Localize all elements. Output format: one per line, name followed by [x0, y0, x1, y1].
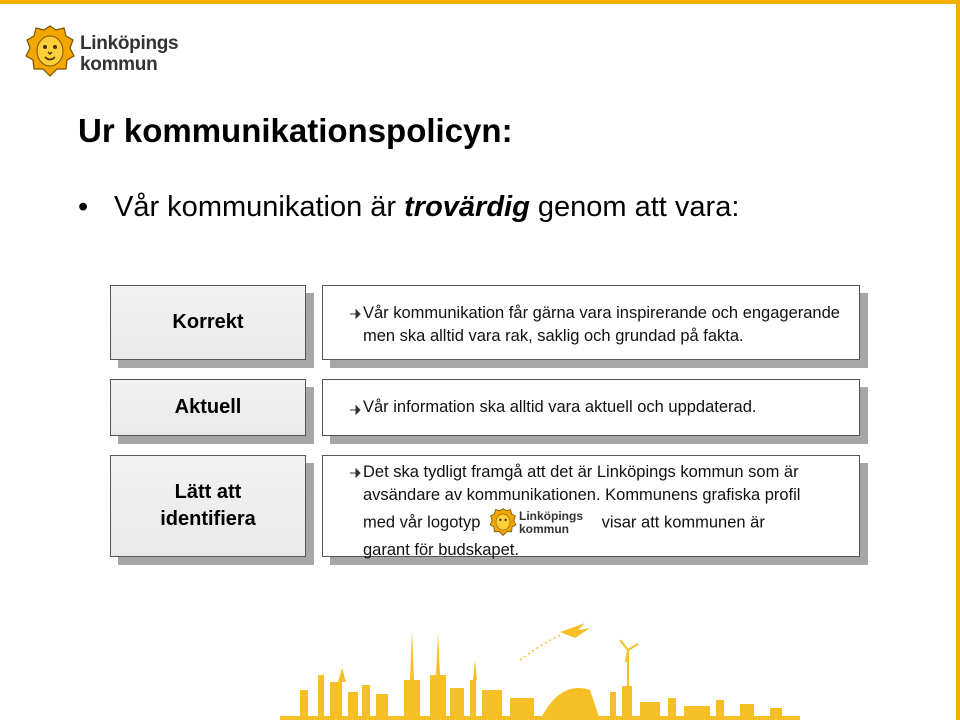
intro-emphasis: trovärdig — [404, 191, 530, 223]
bullet-dot: • — [78, 191, 89, 223]
logo-text-line1: Linköpings — [80, 33, 179, 54]
lion-head-icon — [24, 24, 76, 78]
text-identifiera — [363, 461, 813, 562]
intro-after: genom att vara: — [537, 191, 740, 223]
label-box-identifiera — [110, 455, 306, 557]
arrow-bullet-icon — [349, 404, 361, 416]
label-box-korrekt — [110, 285, 306, 360]
text-box-korrekt — [322, 285, 860, 360]
city-skyline-illustration — [0, 620, 960, 720]
label-identifiera-line2: identifiera — [160, 508, 256, 530]
logo-text-line2: kommun — [80, 54, 158, 75]
text-box-aktuell — [322, 379, 860, 436]
linkoping-logo — [24, 24, 184, 80]
text-identifiera-before: Det ska tydligt framgå att det är Linköpings kommun som är avsändare av kommunikationen. Kommunens grafiska profil med vår logotyp — [363, 463, 801, 532]
text-box-identifiera — [322, 455, 860, 557]
label-aktuell: Aktuell — [174, 396, 242, 418]
lion-head-icon — [489, 507, 517, 537]
inline-logo-line2: kommun — [519, 522, 570, 536]
text-korrekt: Vår kommunikation får gärna vara inspirerande och engagerande men ska alltid vara rak, saklig och grundad på fakta. — [363, 304, 840, 345]
intro-before: Vår kommunikation är — [114, 191, 397, 223]
label-korrekt: Korrekt — [172, 311, 244, 333]
label-identifiera-line1: Lätt att — [174, 481, 242, 503]
intro-bullet — [78, 191, 739, 224]
label-box-aktuell — [110, 379, 306, 436]
inline-logo-line1: Linköpings — [519, 509, 583, 523]
arrow-bullet-icon — [349, 467, 361, 479]
page-title: Ur kommunikationspolicyn: — [78, 112, 513, 149]
text-aktuell: Vår information ska alltid vara aktuell och uppdaterad. — [363, 398, 757, 416]
text-identifiera-after: visar att kommunen är garant för budskapet. — [363, 513, 765, 559]
arrow-bullet-icon — [349, 308, 361, 320]
inline-logo — [489, 507, 593, 539]
